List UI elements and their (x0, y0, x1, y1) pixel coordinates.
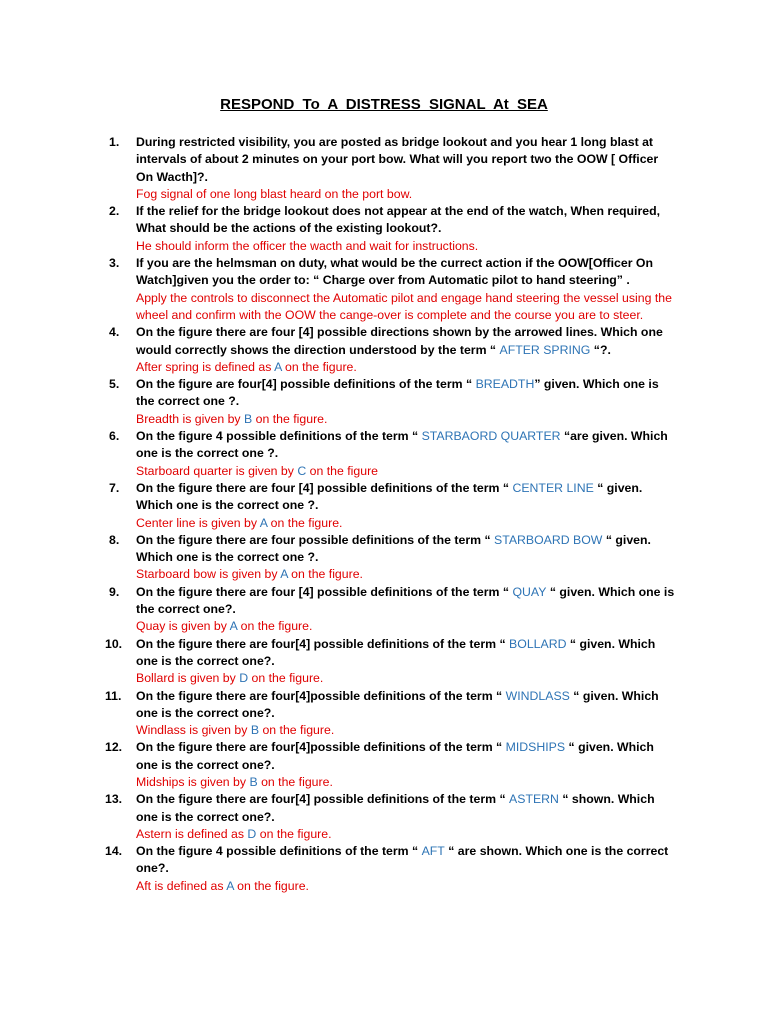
answer-text (136, 826, 675, 843)
answer-text: Fog signal of one long blast heard on the port bow. (136, 186, 413, 201)
question-text (136, 584, 675, 619)
question-text-start: On the figure there are four[4] possible definitions of the term “ (136, 636, 510, 651)
list-item (105, 843, 675, 895)
question-number: 5. (109, 377, 120, 392)
answer-text: Apply the controls to disconnect the Automatic pilot and engage hand steering the vessel using the wheel and confirm with the OOW the cange-over is complete and the course you are to steer. (136, 290, 672, 322)
question-number: 4. (109, 325, 120, 340)
list-item (105, 428, 675, 480)
answer-text-end: on the figure. (287, 567, 363, 582)
question-text-end: “are given. Which one is the correct one ?. (136, 429, 668, 461)
question-text (136, 843, 675, 878)
question-number: 1. (109, 135, 120, 149)
term-highlight: BOLLARD (509, 636, 567, 651)
answer-text-end: on the figure. (267, 515, 343, 530)
question-text (136, 480, 675, 515)
question-number: 14. (105, 844, 123, 859)
question-text-start: On the figure there are four[4]possible definitions of the term “ (136, 740, 506, 755)
answer-letter: B (249, 774, 258, 789)
question-text-end: ” given. Which one is the correct one ?. (136, 377, 659, 409)
term-highlight: CENTER LINE (512, 480, 594, 495)
page-title: RESPOND To A DISTRESS SIGNAL At SEA (220, 96, 548, 113)
answer-text-start: After spring is defined as (136, 359, 275, 374)
answer-letter: A (280, 567, 288, 582)
question-text: If you are the helmsman on duty, what would be the currect action if the OOW[Officer On Watch]given you the order to: “ Charge over from Automatic pilot to hand steering” . (136, 256, 653, 288)
question-text: If the relief for the bridge lookout does not appear at the end of the watch, When required, What should be the actions of the existing lookout?. (136, 204, 661, 236)
question-text (136, 636, 675, 671)
answer-letter: A (229, 619, 238, 634)
list-item (105, 134, 675, 203)
question-text-start: On the figure there are four[4]possible definitions of the term “ (136, 688, 506, 703)
question-number: 3. (109, 256, 120, 271)
answer-text-start: Starboard bow is given by (136, 567, 281, 582)
answer-text-end: on the figure. (237, 619, 313, 634)
question-text-end: “?. (590, 342, 611, 357)
question-list (105, 134, 675, 895)
term-highlight: MIDSHIPS (505, 740, 566, 755)
answer-letter: A (274, 359, 282, 374)
answer-letter: D (239, 671, 249, 686)
answer-letter: C (297, 463, 307, 478)
question-number: 8. (109, 532, 120, 547)
answer-text (136, 411, 675, 428)
answer-text-end: on the figure. (259, 723, 335, 738)
answer-text-start: Center line is given by (136, 515, 260, 530)
answer-letter: B (250, 723, 260, 738)
term-highlight: STARBAORD QUARTER (421, 429, 561, 444)
list-item (105, 739, 675, 791)
answer-text-end: on the figure. (248, 671, 324, 686)
answer-text (136, 566, 675, 583)
question-number: 2. (109, 204, 120, 219)
answer-text-start: Midships is given by (136, 774, 250, 789)
question-text (136, 739, 675, 774)
list-item (105, 324, 675, 376)
question-number: 7. (109, 480, 120, 495)
answer-text (136, 722, 675, 739)
question-text-start: On the figure there are four possible definitions of the term “ (136, 532, 495, 547)
question-text-end: “ given. Which one is the correct one?. (136, 584, 675, 617)
answer-text-start: Breadth is given by (136, 411, 245, 426)
list-item (105, 376, 675, 428)
term-highlight: STARBOARD BOW (494, 532, 603, 547)
question-text (136, 428, 675, 463)
list-item (105, 688, 675, 740)
question-text-start: On the figure there are four [4] possible directions shown by the arrowed lines. Which one would correctly shows the direction understood by the term “ (136, 325, 663, 357)
answer-text-start: Windlass is given by (136, 723, 251, 738)
list-item (105, 791, 675, 843)
answer-text (136, 774, 675, 791)
question-number: 13. (105, 792, 123, 807)
question-text-end: “ shown. Which one is the correct one?. (136, 792, 655, 824)
question-text (136, 532, 675, 567)
list-item (105, 255, 675, 324)
term-highlight: QUAY (512, 584, 547, 599)
answer-text (136, 670, 675, 687)
term-highlight: BREADTH (475, 377, 535, 392)
question-number: 10. (105, 636, 123, 651)
answer-text-start: Aft is defined as (136, 878, 227, 893)
answer-text-end: on the figure. (257, 774, 333, 789)
answer-letter: A (226, 878, 234, 893)
question-text-start: On the figure there are four[4] possible definitions of the term “ (136, 792, 510, 807)
question-text-start: On the figure there are four [4] possible definitions of the term “ (136, 480, 513, 495)
term-highlight: ASTERN (509, 792, 559, 807)
answer-letter: A (259, 515, 268, 530)
answer-text-end: on the figure. (252, 411, 328, 426)
term-highlight: AFT (421, 844, 445, 859)
answer-text-end: on the figure (306, 463, 379, 478)
list-item (105, 203, 675, 255)
question-text: During restricted visibility, you are posted as bridge lookout and you hear 1 long blast at intervals of about 2 minutes on your port bow. What will you report two the OOW [ Officer On Wacth]?. (136, 135, 659, 184)
answer-letter: D (247, 826, 257, 841)
answer-text (136, 878, 675, 895)
question-text-end: “ given. Which one is the correct one?. (136, 740, 654, 772)
question-text-end: “ are shown. Which one is the correct one?. (136, 844, 669, 876)
term-highlight: AFTER SPRING (499, 342, 591, 357)
term-highlight: WINDLASS (505, 688, 570, 703)
list-item (105, 636, 675, 688)
question-text-start: On the figure there are four [4] possible definitions of the term “ (136, 584, 513, 599)
question-text (136, 791, 675, 826)
answer-text-start: Astern is defined as (136, 826, 248, 841)
question-number: 6. (109, 429, 120, 444)
question-text-end: “ given. Which one is the correct one ?. (136, 532, 651, 565)
answer-text-start: Starboard quarter is given by (136, 463, 298, 478)
question-text-end: “ given. Which one is the correct one?. (136, 688, 659, 720)
answer-text (136, 515, 675, 532)
question-number: 9. (109, 584, 120, 599)
answer-text-end: on the figure. (233, 878, 309, 893)
question-text-end: “ given. Which one is the correct one?. (136, 636, 656, 668)
question-number: 11. (105, 688, 122, 703)
question-number: 12. (105, 740, 123, 755)
answer-text-start: Bollard is given by (136, 671, 240, 686)
list-item (105, 584, 675, 636)
answer-text (136, 359, 675, 376)
question-text-start: On the figure are four[4] possible definitions of the term “ (136, 377, 476, 392)
question-text (136, 376, 675, 411)
answer-text (136, 618, 675, 635)
answer-text-end: on the figure. (281, 359, 357, 374)
answer-text-start: Quay is given by (136, 619, 230, 634)
question-text-start: On the figure 4 possible definitions of the term “ (136, 429, 422, 444)
question-text-end: “ given. Which one is the correct one ?. (136, 480, 643, 513)
answer-letter: B (244, 411, 253, 426)
answer-text-end: on the figure. (256, 826, 332, 841)
question-text (136, 324, 675, 359)
list-item (105, 480, 675, 532)
list-item (105, 532, 675, 584)
answer-text: He should inform the officer the wacth and wait for instructions. (136, 238, 479, 253)
question-text (136, 688, 675, 723)
question-text-start: On the figure 4 possible definitions of the term “ (136, 844, 422, 859)
answer-text (136, 463, 675, 480)
